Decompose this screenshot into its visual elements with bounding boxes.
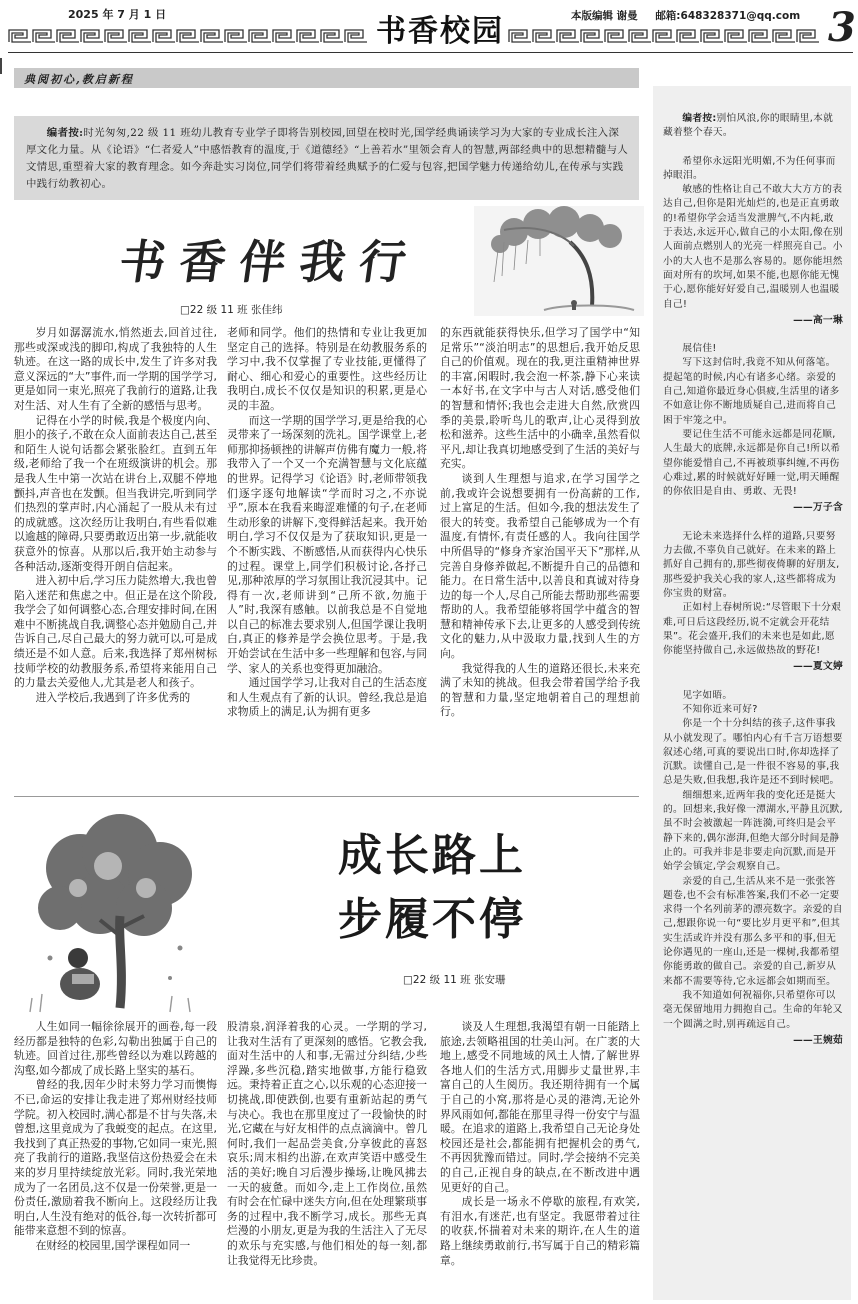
article2-column-3: [440, 1020, 640, 1268]
article1-column-3: [440, 326, 640, 720]
paragraph: 进入初中后,学习压力陡然增大,我也曾陷入迷茫和焦虑之中。但正是在这个阶段,我学会了如何调整心态,合理安排时间,在困难中不断挑战自我,调整心态并勉励自己,并告诉自己,尽自己最大的努力就可以,可是成绩还是不如人意。后来,我选择了郑州树标技师学校的幼教服务系,希望将来能用自己的力量去关爱他人,尤其是老人和孩子。: [14, 574, 217, 690]
paragraph: 股清泉,润泽着我的心灵。一学期的学习,让我对生活有了更深刻的感悟。它教会我,面对生活中的人和事,无需过分纠结,少些浮躁,多些沉稳,踏实地做事,方能行稳致远。秉持着正直之心,以乐观的心态迎接一切挑战,即使跌倒,也要有重新站起的勇气与决心。我也在那里度过了一段愉快的时光,它藏在与好友相伴的点点滴滴中。曾几何时,我们一起品尝美食,分享彼此的喜怒哀乐;周末相约出游,在欢声笑语中感受生活的美好;晚自习后漫步操场,让晚风拂去一天的疲惫。而如今,走上工作岗位,虽然有时会在忙碌中迷失方向,但在处理繁琐事务的过程中,我不断学习,成长。那些无真烂漫的小朋友,更是为我的生活注入了无尽的欢乐与充实感,与他们相处的每一刻,都让我觉得无比珍贵。: [227, 1020, 427, 1267]
section-label: 典阅初心,教启新程: [24, 73, 134, 86]
letter-paragraph: 敏感的性格让自己不敢大大方方的表达自己,但你是阳光灿烂的,也是正直勇敢的!希望你学会适当发泄脾气,不内耗,敢于表达,永远开心,做自己的小太阳,像在别人面前点燃别人的光亮一样照亮自己。小小的大人也不是那么容易的。愿你能坦然面对所有的坎坷,如果不能,也愿你能无愧于心,愿你能好好爱自己,温暖别人也温暖自己!: [663, 184, 843, 310]
article1-column-1: [14, 326, 217, 705]
paragraph: 通过国学学习,让我对自己的生活态度和人生观点有了新的认识。曾经,我总是追求物质上的满足,认为拥有更多: [227, 676, 427, 719]
page-title: 书香校园: [376, 14, 504, 49]
letter-paragraph: 你是一个十分纠结的孩子,这件事我从小就发现了。哪怕内心有千言万语想要叙述心绪,可真的要说出口时,你却选择了沉默。读懂自己,是一件很不容易的事,我总是失败,但我想,我许是还不到时候吧。: [663, 718, 843, 787]
letters-sidebar: [653, 86, 851, 1300]
paragraph: 我觉得我的人生的道路还很长,未来充满了未知的挑战。但我会带着国学给予我的智慧和力量,坚定地朝着自己的理想前行。: [440, 661, 640, 719]
paragraph: 成长是一场永不停歇的旅程,有欢笑,有泪水,有迷茫,也有坚定。我愿带着过往的收获,怀揣着对未来的期许,在人生的道路上继续勇敢前行,书写属于自己的精彩篇章。: [440, 1195, 640, 1267]
masthead-rule: [8, 52, 853, 53]
letter-paragraph: 亲爱的自己,生活从来不是一张张答题卷,也不会有标准答案,我们不必一定要求得一个名列前茅的漂亮数字。亲爱的自己,想跟你说一句“要比岁月更平和”,但其实生活或许并没有那么多平和的事,但无论你遇见的一座山,还是一棵树,我都希望你能勇敢的做自己。亲爱的自己,新岁从来都不需要等待,它永远都会如期而至。: [663, 875, 843, 987]
paragraph: 而这一学期的国学学习,更是给我的心灵带来了一场深刻的洗礼。国学课堂上,老师那抑扬顿挫的讲解声仿佛有魔力一般,将我带入了一个又一个充满智慧与文化底蕴的世界。记得学习《论语》时,老师带领我们逐字逐句地解读“学而时习之,不亦说乎”,原本在我看来晦涩难懂的句子,在老师生动形象的讲解下,变得鲜活起来。我开始明白,学习不仅仅是为了获取知识,更是一个不断实践、不断感悟,从而获得内心快乐的过程。课堂上,同学们积极讨论,各抒己见,那种浓厚的学习氛围让我沉浸其中。记得有一次,老师讲到“己所不欲,勿施于人”时,我深有感触。以前我总是不自觉地以自己的标准去要求别人,但国学课让我明白,真正的修养是学会换位思考。于是,我开始尝试在生活中多一些理解和包容,与同学、家人的关系也变得更加融洽。: [227, 413, 427, 675]
letter-signature: ——夏文婷: [793, 661, 843, 673]
letter-signature: ——高一琳: [793, 314, 843, 326]
reading-girl-illustration: [20, 808, 210, 1020]
article1-column-2: [227, 326, 427, 720]
letter-paragraph: 正如村上春树所说:“尽管眼下十分艰难,可日后这段经历,说不定就会开花结果”。花会盛开,我们的未来也是如此,愿你能坚持做自己,永远做热故的野花!: [663, 602, 842, 657]
article2-title-line2: 步履不停: [338, 894, 526, 945]
paragraph: 进入学校后,我遇到了许多优秀的: [35, 690, 191, 704]
article2-title: [338, 828, 526, 948]
paragraph: 岁月如潺潺流水,悄然逝去,回首过往,那些或深或浅的脚印,构成了我独特的人生轨迹。在这一路的成长中,发生了许多对我意义深远的“大”事件,而一学期的国学学习,更是如同一束光,照亮了我前行的道路,让我对生活、对人生有了全新的感悟与思考。: [14, 326, 217, 412]
article2-title-line1: 成长路上: [338, 830, 526, 881]
letter-greeting: 不知你近来可好?: [682, 703, 758, 715]
letter-greeting: 展信佳!: [682, 343, 717, 355]
page-edge-mark: [0, 58, 2, 74]
letter-paragraph: 要记住生活不可能永远都是同花顺,人生最大的底牌,永远都是你自己!所以希望你能爱惜自己,不再被琐事纠缠,不再伤心难过,累的时候就好好睡一觉,明天睡醒的你依旧是自由、勇敢、无畏!: [663, 428, 841, 498]
issue-date: 2025 年 7 月 1 日: [68, 8, 167, 21]
article2-column-2: [227, 1020, 427, 1268]
paragraph: 记得在小学的时候,我是个极度内向、胆小的孩子,不敢在众人面前表达自己,甚至和陌生人说句话都会紧张脸红。直到五年级,老师给了我一个在班级演讲的机会。那是我人生中第一次站在讲台上,双腿不停地颤抖,声音也在发颤。但当我讲完,听到同学们热烈的掌声时,内心涌起了一股从未有过的成就感。这次经历让我明白,有些看似难以逾越的障碍,只要勇敢迈出第一步,就能收获意外的惊喜。从那以后,我开始主动参与各种活动,逐渐变得开朗自信起来。: [14, 413, 217, 573]
letter-paragraph: 写下这封信时,我竟不知从何落笔。提起笔的时候,内心有诸多心绪。亲爱的自己,知道你最近身心俱疲,生活里的诸多不如意让你不断地质疑自己,进而将自己困于牢笼之中。: [663, 357, 840, 426]
letter-signature: ——万子含: [793, 502, 843, 514]
article1-byline: □22 级 11 班 张佳纬: [180, 304, 283, 316]
paragraph: 在财经的校园里,国学课程如同一: [35, 1238, 191, 1252]
letter-signature: ——王婉茹: [793, 1034, 843, 1046]
article2-column-1: [14, 1020, 217, 1254]
paragraph: 曾经的我,因年少时未努力学习而懊悔不已,命运的安排让我走进了郑州财经技师学院。初入校园时,满心都是不甘与失落,未曾想,这里竟成为了我蜕变的起点。在这里,我找到了真正热爱的事物,它如同一束光,照亮了我前行的道路,我坚信这份热爱会在未来的岁月里持续绽放光彩。同时,我光荣地成为了一名团员,这不仅是一份荣誉,更是一份责任,激励着我不断向上。这段经历让我明白,人生没有绝对的低谷,每一次转折都可能带来意想不到的惊喜。: [14, 1078, 217, 1238]
paragraph: 人生如同一幅徐徐展开的画卷,每一段经历都是独特的色彩,勾勒出独属于自己的轨迹。回首过往,那些曾经以为难以跨越的沟壑,如今都成了成长路上坚实的基石。: [14, 1020, 217, 1077]
paragraph: 的东西就能获得快乐,但学习了国学中“知足常乐”“淡泊明志”的思想后,我开始反思自己的价值观。现在的我,更注重精神世界的丰富,闲暇时,我会泡一杯茶,静下心来读一本好书,在文字中与古人对话,感受他们的智慧和情怀;我也会走进大自然,欣赏四季的美景,聆听鸟儿的歌声,让心灵得到放松和滋养。这些生活中的小确幸,虽然看似平凡,却让我真切地感受到了生活的美好与充实。: [440, 326, 640, 471]
editor-note-label: 编者按:: [46, 127, 84, 139]
letter-paragraph: 我不知道如何祝福你,只希望你可以毫无保留地用力拥抱自己。生命的年轮又一个圆满之时,别再疏远自己。: [663, 989, 843, 1030]
letter-paragraph: 希望你永远阳光明媚,不为任何事而掉眼泪。: [663, 155, 836, 181]
sidebar-editor-note: 编者按:别怕风浪,你的眼睛里,本就藏着整个春天。: [663, 113, 834, 139]
letter-greeting: 见字如晤。: [682, 689, 733, 701]
page-number: 3: [828, 4, 856, 51]
paragraph: 老师和同学。他们的热情和专业让我更加坚定自己的选择。特别是在幼教服务系的学习中,我不仅掌握了专业技能,更懂得了耐心、细心和爱心的重要性。这些经历让我明白,成长不仅仅是知识的积累,更是心灵的丰盈。: [227, 326, 427, 412]
article1-title: 书香伴我行: [115, 235, 424, 289]
letter-paragraph: 细细想来,近两年我的变化还是挺大的。回想来,我好像一潭湖水,平静且沉默,虽不时会被激起一阵涟漪,可终归是会平静下来的,偶尔澎湃,但绝大部分时间是静止的。可我并非是非要走向沉默,而是开始学会镇定,学会观察自己。: [663, 789, 843, 873]
article2-byline: □22 级 11 班 张安珊: [403, 974, 506, 986]
editor-note-text: 时光匆匆,22 级 11 班幼儿教育专业学子即将告别校园,回望在校时光,国学经典诵读学习为大家的专业成长注入深厚文化力量。从《论语》“仁者爱人”中感悟教育的温度,于《道德经》“上善若水”里领会育人的智慧,两部经典中的思想精髓与人文情思,重塑着大家的教育理念。如今奔赴实习岗位,同学们将带着经典赋予的仁爱与包容,把国学魅力传递给幼儿,在传承与实践中践行幼教初心。: [26, 127, 629, 190]
paragraph: 谈到人生理想与追求,在学习国学之前,我或许会说想要拥有一份高薪的工作,过上富足的生活。但如今,我的想法发生了很大的转变。我希望自己能够成为一个有温度,有情怀,有责任感的人。我向往国学中所倡导的“修身齐家治国平天下”那样,从完善自身修养做起,不断提升自己的品德和能力。在日常生活中,以善良和真诚对待身边的每一个人,尽自己所能去帮助那些需要帮助的人。我希望能够将国学中蕴含的智慧和精神传承下去,让更多的人感受到传统文化的魅力,从中汲取力量,找到人生的方向。: [440, 471, 640, 661]
editor-info: [571, 8, 814, 23]
tree-illustration: [474, 206, 644, 316]
masthead-border-right: [508, 26, 820, 46]
section-bar: [14, 68, 639, 88]
letter-paragraph: 无论未来选择什么样的道路,只要努力去做,不辜负自己就好。在未来的路上抓好自己拥有的,那些彻夜倚聊的好朋友,那些爱护我关心我的家人,这些都将成为你宝贵的财富。: [663, 530, 840, 599]
editor-label: 本版编辑 谢曼: [571, 10, 638, 22]
email-info: 邮箱:648328371@qq.com: [655, 10, 801, 22]
masthead-border-left: [8, 26, 368, 46]
article-divider: [14, 796, 639, 797]
paragraph: 谈及人生理想,我渴望有朝一日能踏上旅途,去领略祖国的壮美山河。在广袤的大地上,感受不同地域的风土人情,了解世界各地人们的生活方式,用脚步丈量世界,丰富自己的人生阅历。我还期待拥有一个属于自己的小窝,那将是心灵的港湾,无论外界风雨如何,都能在那里寻得一份安宁与温暖。在追求的道路上,我希望自己无论身处校园还是社会,都能拥有把握机会的勇气,不再因犹豫而错过。同时,学会接纳不完美的自己,正视自身的缺点,在不断改进中遇见更好的自己。: [440, 1020, 640, 1194]
editor-note-box: [14, 116, 639, 200]
